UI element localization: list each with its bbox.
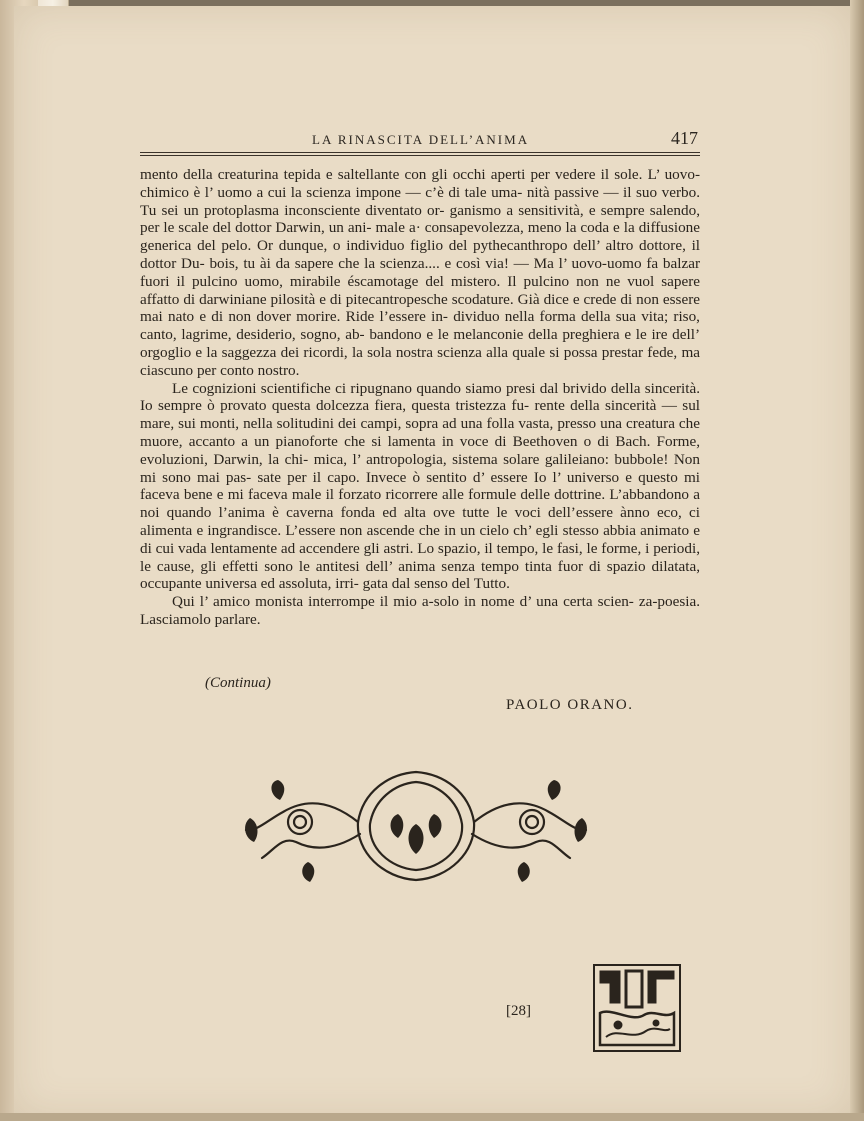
text-line: bandono e le melanconie della preghiera e le ire dell’ orgoglio e la saggezza — [140, 326, 700, 361]
author-signature: PAOLO ORANO. — [506, 697, 634, 713]
floral-tailpiece-icon — [238, 762, 594, 888]
page-bottom-edge — [0, 1113, 864, 1121]
text-line: gata dal senso del Tutto. — [362, 575, 510, 593]
text-line: dice e crede di non essere mai nato e di non dover morire. Ride l’essere in- — [140, 290, 700, 326]
paragraph — [140, 593, 700, 629]
text-line: bois, tu ài da sapere che la scienza.... e così via! — Ma l’ uovo-uomo fa — [209, 254, 659, 272]
text-line: senza tempo tinta fuor di spazio dilatata, occupante universa ed assoluta, irri- — [140, 557, 701, 593]
text-line: ganismo a sensitività, e sempre salendo, per le scale del dottor Darwin, un ani- — [140, 201, 700, 237]
text-line: Qui l’ amico monista interrompe il mio a-solo in nome d’ una certa scien- — [172, 593, 634, 611]
text-line: ne vuol sapere affatto di darwiniane pilosità e di pitecantropesche scodature. Già — [140, 272, 700, 308]
text-line: sate per il capo. Invece ò sentito d’ essere Io l’ universo e questo mi faceva — [140, 468, 701, 504]
paragraph — [140, 166, 700, 380]
page-number: 417 — [671, 128, 698, 148]
header-rule — [140, 152, 700, 153]
text-line: sole. L’ uovo-chimico è l’ uomo a cui la scienza impone — c’è di tale uma- — [140, 166, 700, 201]
text-line: tempo, le fasi, le forme, i periodi, le cause, gli effetti sono le antitesi dell’ anima — [140, 539, 701, 575]
text-line: rente della sincerità — sul mare, sui monti, nella solitudini dei campi, sopra — [140, 397, 701, 433]
running-title: LA RINASCITA DELL’ANIMA — [312, 132, 530, 147]
text-line: bene e mi faceva male il forzato ricorrere alle formule delle dottrine. L’abbandono — [183, 486, 690, 504]
text-line: za-poesia. Lasciamolo parlare. — [140, 593, 700, 628]
text-line: dei ricordi, la sola nostra scienza alla quale si possa prestar fede, ma ciascuno — [140, 343, 700, 379]
text-line: della sincerità. Io sempre ò provato questa dolcezza fiera, questa tristezza fu- — [140, 379, 701, 415]
text-line: ad una folla vasta, presso una creatura che muore, accanto a un pianoforte che — [140, 415, 700, 450]
text-line: si lamenta in voce di Beethoven o di Bach. Forme, evoluzioni, Darwin, la chi- — [140, 432, 700, 468]
text-line: balzar fuori il pulcino uomo, mirabile éscamotage del mistero. Il pulcino non — [140, 254, 701, 290]
page-edge — [850, 0, 864, 1121]
text-line: male a· consapevolezza, meno la coda e la diffusione generica del pelo. Or — [140, 219, 701, 255]
running-header — [140, 128, 700, 150]
paragraph — [140, 380, 700, 594]
text-line: dividuo nella forma della sua vita; riso, canto, lagrime, desiderio, sogno, ab- — [140, 308, 700, 344]
printer-mark-icon — [592, 963, 682, 1053]
text-line: mica, l’ antropologia, sistema solare galileiano: bubbole! Non mi sono mai pas- — [140, 450, 700, 486]
text-line: per conto nostro. — [196, 361, 300, 379]
text-line: dunque, o individuo figlio del pythecanthropo dell’ altro dottore, il dottor Du- — [140, 237, 701, 272]
header-rule-lower — [140, 155, 700, 156]
text-line: mento della creaturina tepida e saltellante con gli occhi aperti per vedere il — [140, 166, 610, 183]
folio-number: [28] — [506, 1003, 531, 1019]
article-body — [140, 166, 700, 629]
text-line: abbia animato e di cui vada lentamente ad accendere gli astri. Lo spazio, il — [140, 521, 700, 557]
text-line: Le cognizioni scientifiche ci ripugnano quando siamo presi dal brivido — [172, 379, 607, 397]
text-line: eco, ci alimenta e ingrandisce. L’essere non ascende che in un cielo ch’ egli stesso — [140, 504, 700, 539]
text-line: a noi quando l’anima è caverna fonda ed alta ove tutte le voci dell’essere ànno — [140, 486, 700, 522]
continua-note: (Continua) — [205, 675, 271, 691]
text-line: nità passive — il suo verbo. Tu sei un protoplasma inconsciente diventato or- — [140, 183, 700, 219]
